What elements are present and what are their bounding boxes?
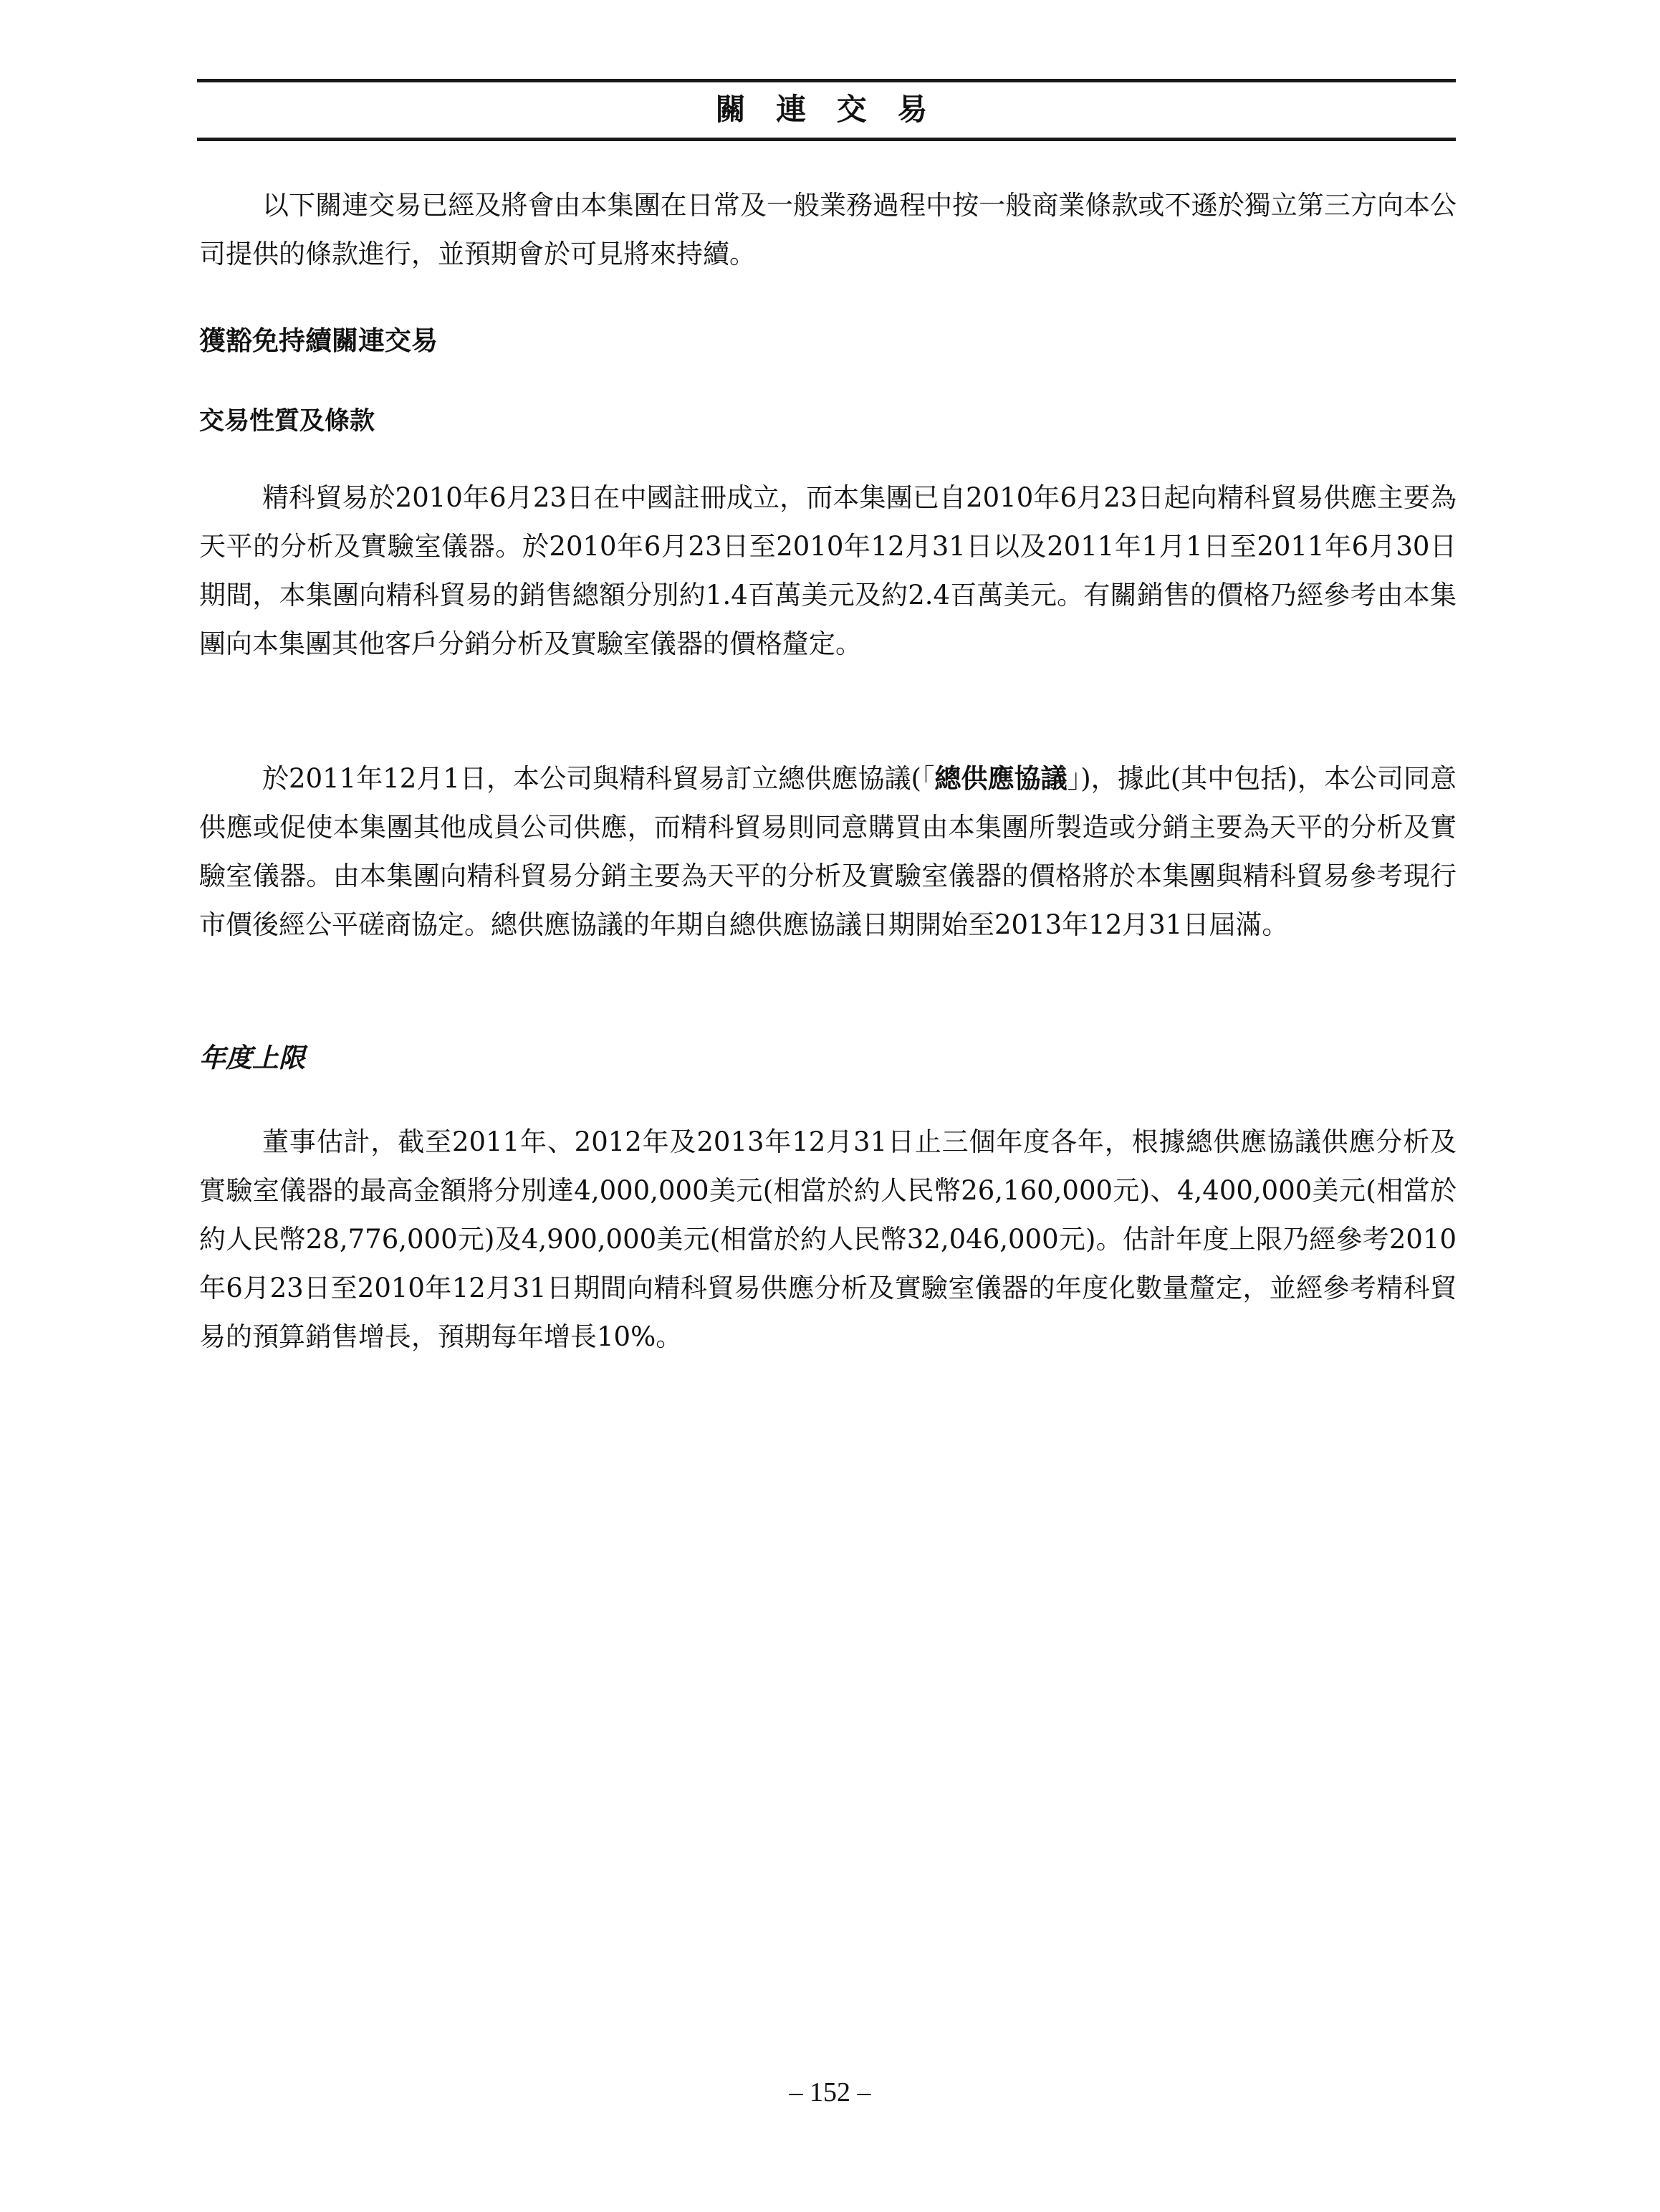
page-number: – 152 – bbox=[789, 2077, 871, 2107]
page-header-title: 關 連 交 易 bbox=[715, 92, 938, 127]
intro-paragraph: 以下關連交易已經及將會由本集團在日常及一般業務過程中按一般商業條款或不遜於獨立第三方向本公司提供的條款進行，並預期會於可見將來持續。 bbox=[199, 190, 1457, 269]
header-rule-top bbox=[197, 79, 1456, 82]
paragraph-annual-caps: 董事估計，截至2011年、2012年及2013年12月31日止三個年度各年，根據總供應協議供應分析及實驗室儀器的最高金額將分別達4,000,000美元(相當於約人民幣26,160,000元)、4,400,000美元(相當於約人民幣28,776,000元)及4,900,000美元(相當於約人民幣32,046,000元)。估計年度上限乃經參考2010年6月23日至2010年12月31日期間向精科貿易供應分析及實驗室儀器的年度化數量釐定，並經參考精科貿易的預算銷售增長，預期每年增長10%。 bbox=[199, 1126, 1457, 1352]
header-rule-bottom bbox=[197, 138, 1456, 141]
paragraph-master-supply-agreement bbox=[199, 754, 1457, 949]
agreement-text-before: 於2011年12月1日，本公司與精科貿易訂立總供應協議(「 bbox=[262, 763, 935, 794]
agreement-text-after: 」)，據此(其中包括)，本公司同意供應或促使本集團其他成員公司供應，而精科貿易則同意購買由本集團所製造或分銷主要為天平的分析及實驗室儀器。由本集團向精科貿易分銷主要為天平的分析及實驗室儀器的價格將於本集團與精科貿易參考現行市價後經公平磋商協定。總供應協議的年期自總供應協議日期開始至2013年12月31日屆滿。 bbox=[199, 763, 1457, 940]
annual-cap-heading: 年度上限 bbox=[199, 1042, 305, 1073]
section-heading: 獲豁免持續關連交易 bbox=[199, 325, 438, 356]
defined-term: 總供應協議 bbox=[934, 762, 1068, 794]
paragraph-sales-history: 精科貿易於2010年6月23日在中國註冊成立，而本集團已自2010年6月23日起向精科貿易供應主要為天平的分析及實驗室儀器。於2010年6月23日至2010年12月31日以及2011年1月1日至2011年6月30日期間，本集團向精科貿易的銷售總額分別約1.4百萬美元及約2.4百萬美元。有關銷售的價格乃經參考由本集團向本集團其他客戶分銷分析及實驗室儀器的價格釐定。 bbox=[199, 482, 1457, 659]
subsection-heading: 交易性質及條款 bbox=[199, 406, 375, 436]
